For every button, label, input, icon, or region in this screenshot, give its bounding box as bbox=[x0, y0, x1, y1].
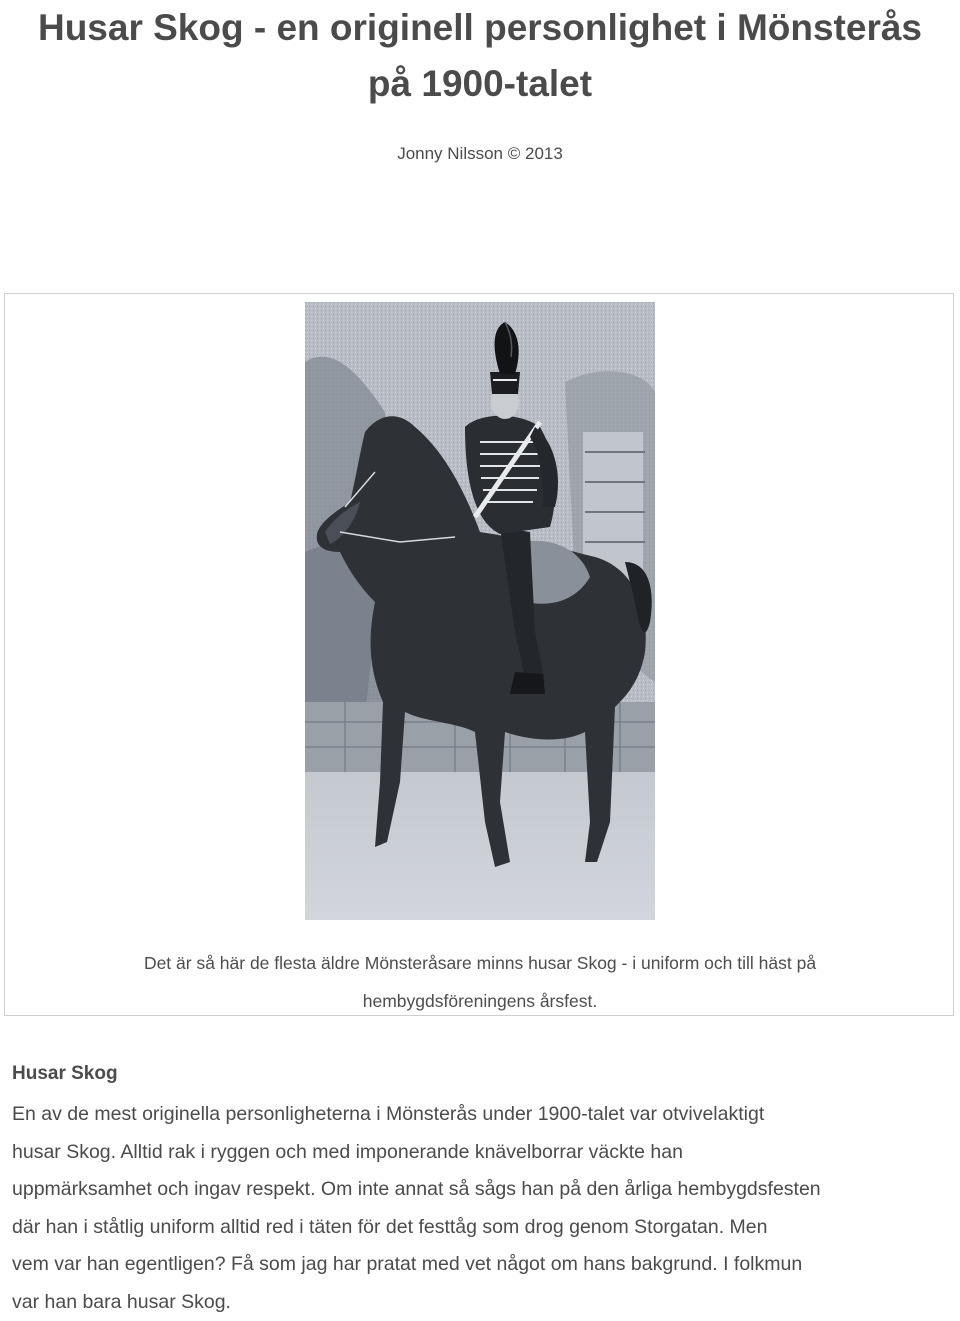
caption-line-2: hembygdsföreningens årsfest. bbox=[362, 991, 598, 1011]
body-line: var han bara husar Skog. bbox=[12, 1290, 231, 1313]
body-paragraph bbox=[12, 1096, 952, 1321]
page-title bbox=[0, 0, 960, 112]
hussar-on-horse-photo bbox=[305, 302, 655, 920]
title-line-2: på 1900-talet bbox=[367, 63, 593, 104]
title-line-1: Husar Skog - en originell personlighet i Mönsterås bbox=[37, 7, 923, 48]
section-heading: Husar Skog bbox=[12, 1063, 118, 1084]
figure-caption bbox=[60, 944, 900, 1020]
body-line: vem var han egentligen? Få som jag har pratat med vet något om hans bakgrund. I folkmun bbox=[12, 1253, 803, 1275]
body-line: uppmärksamhet och ingav respekt. Om inte annat så sågs han på den årliga hembygdsfesten bbox=[12, 1178, 821, 1200]
body-line: där han i ståtlig uniform alltid red i täten för det festtåg som drog genom Storgatan. Men bbox=[12, 1215, 768, 1238]
body-line: husar Skog. Alltid rak i ryggen och med imponerande knävelborrar väckte han bbox=[12, 1140, 683, 1163]
caption-line-1: Det är så här de flesta äldre Mönsteråsare minns husar Skog - i uniform och till häst på bbox=[143, 953, 817, 973]
author-line: Jonny Nilsson © 2013 bbox=[397, 144, 563, 163]
body-line: En av de mest originella personligheterna i Mönsterås under 1900-talet var otvivelaktigt bbox=[12, 1103, 765, 1125]
